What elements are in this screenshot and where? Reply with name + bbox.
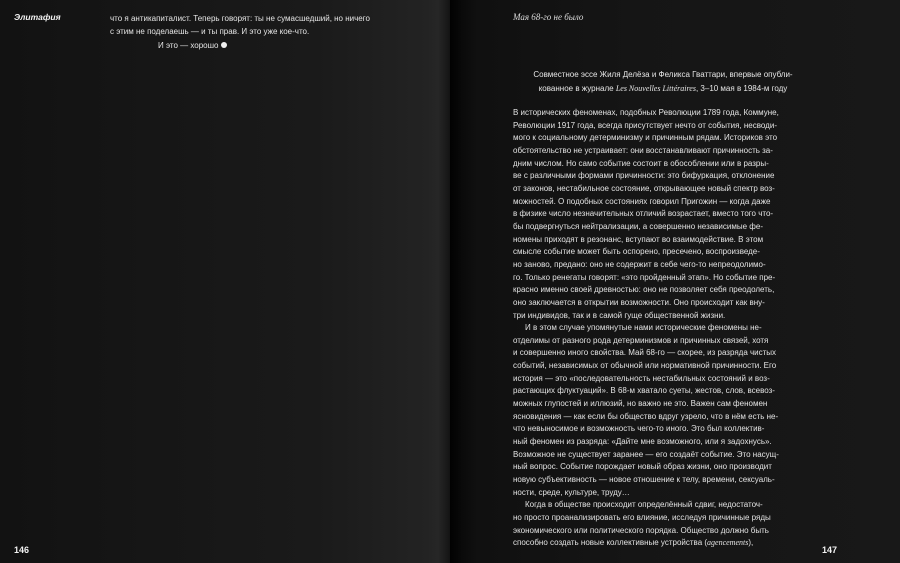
body-line: мого к социальному детерминизму и причинным рядам. Историков это — [513, 133, 778, 143]
body-line-last — [513, 537, 813, 550]
body-line: бы подвергнуться нейтрализации, а совершенно независимые фе- — [513, 221, 763, 231]
body-line: от законов, нестабильное состояние, открывающее новый спектр воз- — [513, 183, 775, 193]
body-line: смысле событие может быть оспорено, пресечено, воспроизведе- — [513, 247, 760, 257]
left-running-head: Элитафия — [14, 12, 61, 22]
italic-term: agencements — [707, 538, 749, 548]
body-line: В исторических феноменах, подобных Революции 1789 года, Коммуне, — [513, 108, 779, 117]
body-line: оно заключается в открытии возможности. Оно происходит как вну- — [513, 297, 765, 307]
body-text: ), — [748, 538, 754, 548]
body-line: ности, среде, культуре, труду… — [513, 487, 630, 497]
body-line: в физике число незначительных отличий возрастает, вместо того что- — [513, 209, 774, 219]
intro-line: Совместное эссе Жиля Делёза и Феликса Гваттари, впервые опубли- — [533, 70, 793, 79]
paragraph-start-line: Когда в обществе происходит определённый сдвиг, недостаточ- — [525, 500, 763, 510]
body-line: но просто проанализировать его влияние, исследуя причинные ряды — [513, 513, 771, 522]
essay-body — [513, 107, 813, 550]
body-line: Возможное не существует заранее — его создаёт событие. Это насущ- — [513, 449, 779, 459]
body-line: ный феномен из разряда: «Дайте мне возможного, или я задохнусь». — [513, 437, 772, 447]
body-line: новую субъективность — новое отношение к телу, времени, сексуаль- — [513, 475, 775, 485]
intro-line — [513, 82, 813, 96]
left-page-text — [110, 12, 410, 52]
body-line: три индивидов, так и в самой гуще общественной жизни. — [513, 310, 726, 320]
body-line: дним числом. Но само событие состоит в обособлении или в разры- — [513, 158, 769, 168]
end-of-text-bullet-icon — [221, 42, 227, 48]
body-line: что невыносимое и возможность чего-то иного. Это был коллектив- — [513, 424, 765, 434]
essay-intro — [513, 68, 813, 95]
right-page-number: 147 — [822, 545, 838, 555]
body-line: растающих флуктуаций». В 68-м хватало суеты, жестов, слов, всевоз- — [513, 386, 775, 396]
body-line: го. Только ренегаты говорят: «это пройденный этап». Но событие пре- — [513, 272, 776, 282]
body-line: номены приходят в резонанс, вступают во взаимодействие. В этом — [513, 234, 764, 244]
body-line: ве с различными формами причинности: это бифуркация, отклонение — [513, 171, 775, 181]
body-line: можностей. О подобных состояниях говорил Пригожин — когда даже — [513, 196, 771, 206]
left-page-number: 146 — [14, 545, 30, 555]
body-line: экономического или политического порядка. Общество должно быть — [513, 525, 769, 535]
body-line: красно именно своей древностью: оно не позволяет себя преодолеть, — [513, 285, 775, 295]
body-line: ясновидения — как если бы общество вдруг узрело, что в нём есть не- — [513, 411, 779, 421]
body-line: обстоятельство не устраивает: они восстанавливают причинность за- — [513, 145, 773, 155]
journal-title: Les Nouvelles Littéraires — [615, 83, 696, 93]
text-line: И это — хорошо — [158, 40, 219, 50]
text-line: что я антикапиталист. Теперь говорят: ты не сумасшедший, но ничего — [110, 14, 370, 23]
closing-line — [110, 39, 410, 52]
body-line: история — это «последовательность нестабильных состояний и воз- — [513, 373, 770, 383]
body-line: Революции 1917 года, всегда присутствует нечто от события, несводи- — [513, 120, 777, 130]
body-line: отделимы от разного рода детерминизмов и причинных связей, хотя — [513, 335, 769, 345]
intro-text: кованное в журнале — [538, 83, 616, 93]
text-line: с этим не поделаешь — и ты прав. И это уже кое-что. — [110, 27, 310, 37]
intro-text: , 3–10 мая в 1984-м году — [695, 83, 788, 93]
body-line: можных глупостей и иллюзий, но важно не это. Важен сам феномен — [513, 399, 768, 409]
paragraph-start-line: И в этом случае упомянутые нами исторические феномены не- — [525, 323, 762, 333]
right-running-head: Мая 68-го не было — [513, 12, 584, 22]
body-line: ный вопрос. Событие порождает новый образ жизни, оно производит — [513, 462, 772, 472]
body-line: но заново, предано: оно не содержит в себе чего-то непреодолимо- — [513, 259, 766, 269]
body-line: событий, независимых от обычной или нормативной причинности. Его — [513, 361, 777, 371]
body-text: способно создать новые коллективные устройства ( — [513, 538, 708, 548]
body-line: и совершенно иного свойства. Май 68-го — скорее, из разряда чистых — [513, 348, 777, 358]
